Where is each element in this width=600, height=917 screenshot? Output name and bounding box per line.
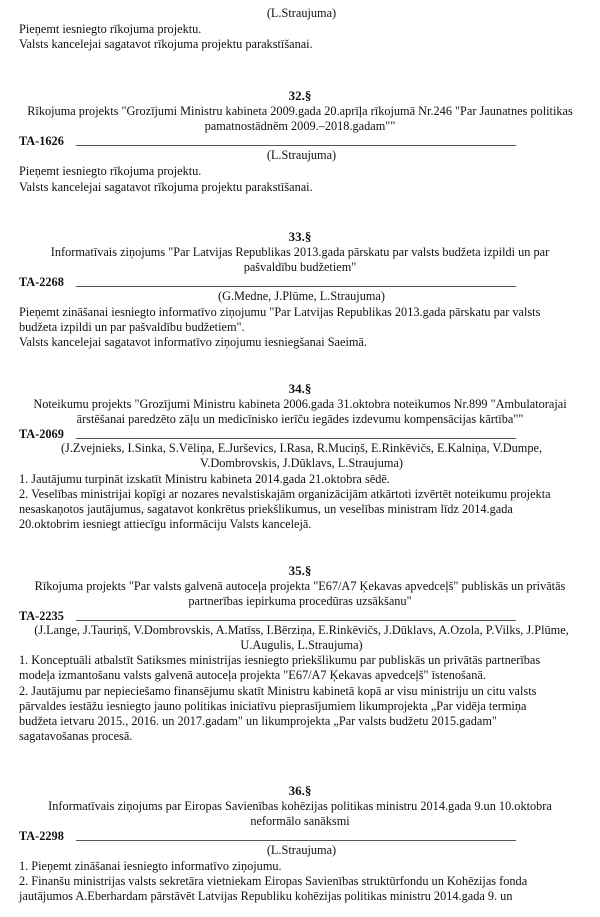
section-35-number: 35.§ — [288, 563, 312, 578]
section-33-persons: (G.Medne, J.Plūme, L.Straujuma) — [217, 289, 385, 303]
section-35-decision-1: 1. Konceptuāli atbalstīt Satiksmes ministrijas iesniegto priekšlikumu par publiskās un privātās partnerības — [19, 653, 541, 667]
section-34-title-2: ārstēšanai paredzēto zāļu un medicīnisko ierīču iegādes izdevumu kompensācijas kārtība"" — [76, 412, 524, 426]
section-34-persons-1: (J.Zvejnieks, I.Sinka, S.Vēliņa, E.Jurševics, I.Rasa, R.Muciņš, E.Rinkēvičs, E.Kalniņa, V.Dumpe, — [60, 441, 543, 455]
section-35-code: TA-2235 — [19, 609, 64, 623]
section-36-decision-2: 2. Finanšu ministrijas valsts sekretāra vietniekam Eiropas Savienības struktūrfondu un Kohēzijas fonda — [19, 874, 528, 888]
section-35-title-1: Rīkojuma projekts "Par valsts galvenā autoceļa projekta "E67/A7 Ķekavas apvedceļš" publiskās un privātās — [34, 579, 566, 593]
section-32-title-1: Rīkojuma projekts "Grozījumi Ministru kabineta 2009.gada 20.aprīļa rīkojumā Nr.246 "Par Jaunatnes politikas — [27, 104, 573, 118]
section-34-rule — [76, 438, 516, 439]
section-35-title-2: partnerības iepirkuma procedūras uzsākšanu" — [188, 594, 412, 608]
top-decision-1: Pieņemt iesniegto rīkojuma projektu. — [19, 22, 202, 36]
section-34-code: TA-2069 — [19, 427, 64, 441]
section-33-rule — [76, 286, 516, 287]
section-33-number: 33.§ — [288, 229, 312, 244]
section-34-decision-4: 20.oktobrim iesniegt attiecīgu informāciju Valsts kancelejā. — [19, 517, 312, 531]
section-34-persons-2: V.Dombrovskis, J.Dūklavs, L.Straujuma) — [199, 456, 403, 470]
section-36-code: TA-2298 — [19, 829, 64, 843]
section-32-decision-1: Pieņemt iesniegto rīkojuma projektu. — [19, 164, 202, 178]
section-34-decision-2: 2. Veselības ministrijai kopīgi ar nozares nevalstiskajām organizācijām atkārtoti izvērtēt noteikumu projekta — [19, 487, 551, 501]
section-32-title-2: pamatnostādnēm 2009.–2018.gadam"" — [204, 119, 396, 133]
section-35-rule — [76, 620, 516, 621]
section-34-title-1: Noteikumu projekts "Grozījumi Ministru kabineta 2006.gada 31.oktobra noteikumos Nr.899 "Ambulatorajai — [33, 397, 567, 411]
section-35-persons-1: (J.Lange, J.Tauriņš, V.Dombrovskis, A.Matīss, I.Bērziņa, E.Rinkēvičs, J.Dūklavs, A.Ozola, P.Vilks, J.Plūme, — [34, 623, 569, 637]
section-36-decision-3: jautājumos A.Eberhardam pārstāvēt Latvijas Republiku kohēzijas politikas ministru 2014.gada 9. un — [19, 889, 513, 903]
section-34-number: 34.§ — [288, 381, 312, 396]
section-36-rule — [76, 840, 516, 841]
section-35-decision-6: sagatavošanas procesā. — [19, 729, 133, 743]
section-32-decision-2: Valsts kancelejai sagatavot rīkojuma projektu parakstīšanai. — [19, 180, 313, 194]
section-32-rule — [76, 145, 516, 146]
section-33-code: TA-2268 — [19, 275, 64, 289]
section-36-decision-1: 1. Pieņemt zināšanai iesniegto informatīvo ziņojumu. — [19, 859, 282, 873]
section-33-title-2: pašvaldību budžetiem" — [243, 260, 357, 274]
section-35-decision-5: budžeta ietvaru 2015., 2016. un 2017.gadam" un likumprojekta „Par valsts budžetu 2015.gadam" — [19, 714, 497, 728]
section-36-title-2: neformālo sanāksmi — [250, 814, 350, 828]
section-34-decision-1: 1. Jautājumu turpināt izskatīt Ministru kabineta 2014.gada 21.oktobra sēdē. — [19, 472, 390, 486]
section-32-code: TA-1626 — [19, 134, 64, 148]
top-persons: (L.Straujuma) — [266, 6, 337, 20]
section-35-decision-4: pārvaldes iestāžu iesniegto jauno politikas iniciatīvu pieprasījumiem likumprojekta „Par vidēja termiņa — [19, 699, 527, 713]
section-36-title-1: Informatīvais ziņojums par Eiropas Savienības kohēzijas politikas ministru 2014.gada 9.un 10.oktobra — [48, 799, 552, 813]
section-33-decision-1: Pieņemt zināšanai iesniegto informatīvo ziņojumu "Par Latvijas Republikas 2013.gada pārskatu par valsts — [19, 305, 541, 319]
section-33-decision-3: Valsts kancelejai sagatavot informatīvo ziņojumu iesniegšanai Saeimā. — [19, 335, 367, 349]
top-decision-2: Valsts kancelejai sagatavot rīkojuma projektu parakstīšanai. — [19, 37, 313, 51]
section-33-title-1: Informatīvais ziņojums "Par Latvijas Republikas 2013.gada pārskatu par valsts budžeta izpildi un par — [50, 245, 550, 259]
section-35-decision-3: 2. Jautājumu par nepieciešamo finansējumu skatīt Ministru kabinetā kopā ar visu ministriju un citu valsts — [19, 684, 537, 698]
section-34-decision-3: nesaskaņotos jautājumus, sagatavot konkrētus priekšlikumus, un veselības ministram līdz 2014.gada — [19, 502, 513, 516]
section-33-decision-2: budžeta izpildi un par pašvaldību budžetiem". — [19, 320, 245, 334]
section-32-persons: (L.Straujuma) — [266, 148, 337, 162]
section-32-number: 32.§ — [288, 88, 312, 103]
section-35-decision-2: modeļa izmantošanu valsts galvenā autoceļa projekta "E67/A7 Ķekavas apvedceļš" īstenošanā. — [19, 668, 486, 682]
section-36-persons: (L.Straujuma) — [266, 843, 337, 857]
section-35-persons-2: U.Augulis, L.Straujuma) — [240, 638, 363, 652]
section-36-number: 36.§ — [288, 783, 312, 798]
